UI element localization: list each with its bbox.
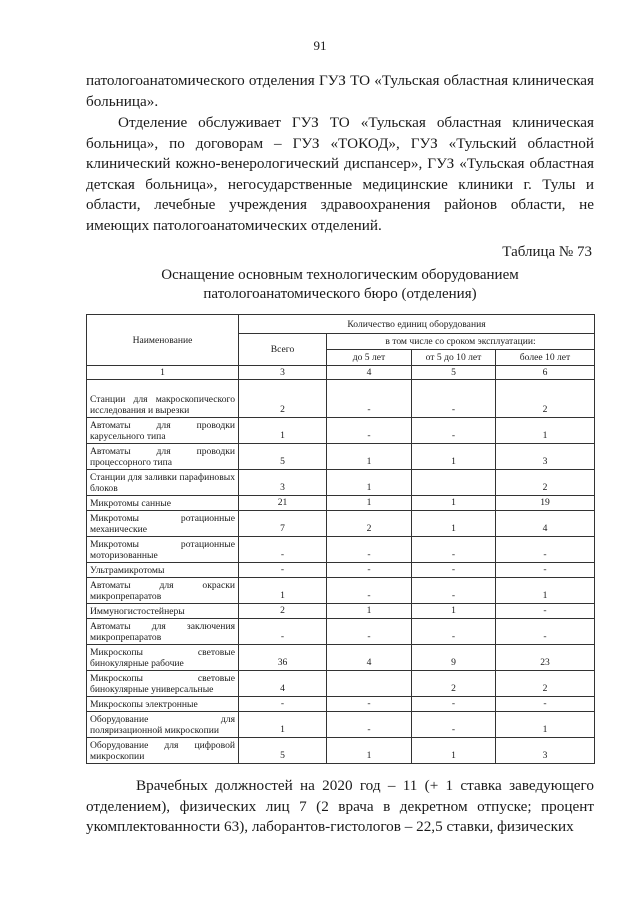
up-to-5-value: 1 <box>327 470 412 496</box>
over-10-value: - <box>496 604 595 619</box>
over-10-value: 23 <box>496 645 595 671</box>
up-to-5-value: - <box>327 418 412 444</box>
table-row <box>87 697 595 712</box>
over-10-value: 1 <box>496 712 595 738</box>
over-10-value: 1 <box>496 578 595 604</box>
over-10-value: 2 <box>496 470 595 496</box>
over-10-value: 3 <box>496 444 595 470</box>
5-to-10-value: 1 <box>412 738 496 764</box>
header-up-to-5: до 5 лет <box>327 350 412 366</box>
over-10-value: 2 <box>496 671 595 697</box>
5-to-10-value: 1 <box>412 511 496 537</box>
total-value: 4 <box>239 671 327 697</box>
equipment-name: Оборудование для цифровой микроскопии <box>87 738 239 764</box>
equipment-name: Микроскопы электронные <box>87 697 239 712</box>
up-to-5-value: 1 <box>327 496 412 511</box>
over-10-value: 3 <box>496 738 595 764</box>
header-over-10: более 10 лет <box>496 350 595 366</box>
total-value: - <box>239 537 327 563</box>
5-to-10-value: - <box>412 563 496 578</box>
table-row <box>87 470 595 496</box>
total-value: 1 <box>239 578 327 604</box>
total-value: - <box>239 563 327 578</box>
column-number-row <box>87 366 595 380</box>
up-to-5-value: - <box>327 712 412 738</box>
table-row <box>87 380 595 418</box>
col-number: 4 <box>327 366 412 380</box>
table-title-line2: патологоанатомического бюро (отделения) <box>203 286 477 302</box>
up-to-5-value: - <box>327 578 412 604</box>
up-to-5-value: - <box>327 563 412 578</box>
equipment-name: Автоматы для заключения микропрепаратов <box>87 619 239 645</box>
table-row <box>87 578 595 604</box>
header-5-to-10: от 5 до 10 лет <box>412 350 496 366</box>
col-number: 1 <box>87 366 239 380</box>
over-10-value: 4 <box>496 511 595 537</box>
over-10-value: 2 <box>496 380 595 418</box>
total-value: 1 <box>239 418 327 444</box>
equipment-name: Автоматы для проводки карусельного типа <box>87 418 239 444</box>
header-name: Наименование <box>87 315 239 366</box>
5-to-10-value: - <box>412 380 496 418</box>
up-to-5-value: - <box>327 380 412 418</box>
table-row <box>87 738 595 764</box>
equipment-name: Микроскопы световые бинокулярные рабочие <box>87 645 239 671</box>
5-to-10-value: - <box>412 418 496 444</box>
equipment-name: Автоматы для окраски микропрепаратов <box>87 578 239 604</box>
up-to-5-value: 4 <box>327 645 412 671</box>
5-to-10-value: 9 <box>412 645 496 671</box>
paragraph-services: Отделение обслуживает ГУЗ ТО «Тульская областная клиническая больница», по договорам – ГУЗ «ТОКОД», ГУЗ «Тульский областной клинический кожно-венерологический диспансер», ГУЗ «Тульская областная детская больница», негосударственные медицинские клиники г. Тулы и области, лечебные учреждения здравоохранения районов области, не имеющих патологоанатомических отделений. <box>86 114 594 234</box>
total-value: - <box>239 619 327 645</box>
total-value: 3 <box>239 470 327 496</box>
table-row <box>87 511 595 537</box>
equipment-name: Станции для заливки парафиновых блоков <box>87 470 239 496</box>
over-10-value: - <box>496 697 595 712</box>
over-10-value: 1 <box>496 418 595 444</box>
5-to-10-value: - <box>412 619 496 645</box>
total-value: - <box>239 697 327 712</box>
total-value: 36 <box>239 645 327 671</box>
total-value: 2 <box>239 380 327 418</box>
equipment-name: Оборудование для поляризационной микроскопии <box>87 712 239 738</box>
table-title <box>86 266 594 304</box>
header-including: в том числе со сроком эксплуатации: <box>327 334 595 350</box>
5-to-10-value: - <box>412 712 496 738</box>
equipment-name: Микротомы ротационные механические <box>87 511 239 537</box>
table-number: Таблица № 73 <box>502 244 592 260</box>
table-row <box>87 604 595 619</box>
table-row <box>87 671 595 697</box>
table-row <box>87 418 595 444</box>
up-to-5-value: 2 <box>327 511 412 537</box>
equipment-name: Микротомы ротационные моторизованные <box>87 537 239 563</box>
table-row <box>87 563 595 578</box>
5-to-10-value: - <box>412 697 496 712</box>
total-value: 2 <box>239 604 327 619</box>
over-10-value: - <box>496 563 595 578</box>
table-row <box>87 537 595 563</box>
5-to-10-value: 1 <box>412 604 496 619</box>
5-to-10-value <box>412 470 496 496</box>
up-to-5-value: - <box>327 619 412 645</box>
col-number: 6 <box>496 366 595 380</box>
paragraph-staffing: Врачебных должностей на 2020 год – 11 (+ 1 ставка заведующего отделением), физических лиц 7 (2 врача в декретном отпуске; процент укомплектованности 63), лаборантов-гистологов – 22,5 ставки, физических <box>86 777 594 835</box>
over-10-value: - <box>496 619 595 645</box>
total-value: 1 <box>239 712 327 738</box>
table-row <box>87 712 595 738</box>
up-to-5-value <box>327 671 412 697</box>
equipment-name: Ультрамикротомы <box>87 563 239 578</box>
up-to-5-value: - <box>327 537 412 563</box>
paragraph-intro: патологоанатомического отделения ГУЗ ТО «Тульская областная клиническая больница». <box>86 72 594 110</box>
table-row <box>87 619 595 645</box>
table-title-line1: Оснащение основным технологическим оборудованием <box>161 267 519 283</box>
header-quantity: Количество единиц оборудования <box>239 315 595 334</box>
5-to-10-value: - <box>412 578 496 604</box>
5-to-10-value: 1 <box>412 496 496 511</box>
table-row <box>87 444 595 470</box>
equipment-name: Иммуногистостейнеры <box>87 604 239 619</box>
up-to-5-value: 1 <box>327 444 412 470</box>
total-value: 5 <box>239 738 327 764</box>
equipment-name: Микротомы санные <box>87 496 239 511</box>
equipment-name: Станции для макроскопического исследования и вырезки <box>87 380 239 418</box>
table-row <box>87 645 595 671</box>
up-to-5-value: - <box>327 697 412 712</box>
header-total: Всего <box>239 334 327 366</box>
equipment-name: Микроскопы световые бинокулярные универсальные <box>87 671 239 697</box>
5-to-10-value: 1 <box>412 444 496 470</box>
total-value: 7 <box>239 511 327 537</box>
page-number: 91 <box>313 38 327 53</box>
up-to-5-value: 1 <box>327 604 412 619</box>
col-number: 5 <box>412 366 496 380</box>
5-to-10-value: 2 <box>412 671 496 697</box>
total-value: 21 <box>239 496 327 511</box>
total-value: 5 <box>239 444 327 470</box>
over-10-value: 19 <box>496 496 595 511</box>
5-to-10-value: - <box>412 537 496 563</box>
equipment-name: Автоматы для проводки процессорного типа <box>87 444 239 470</box>
equipment-table <box>86 314 595 764</box>
over-10-value: - <box>496 537 595 563</box>
up-to-5-value: 1 <box>327 738 412 764</box>
table-row <box>87 496 595 511</box>
col-number: 3 <box>239 366 327 380</box>
